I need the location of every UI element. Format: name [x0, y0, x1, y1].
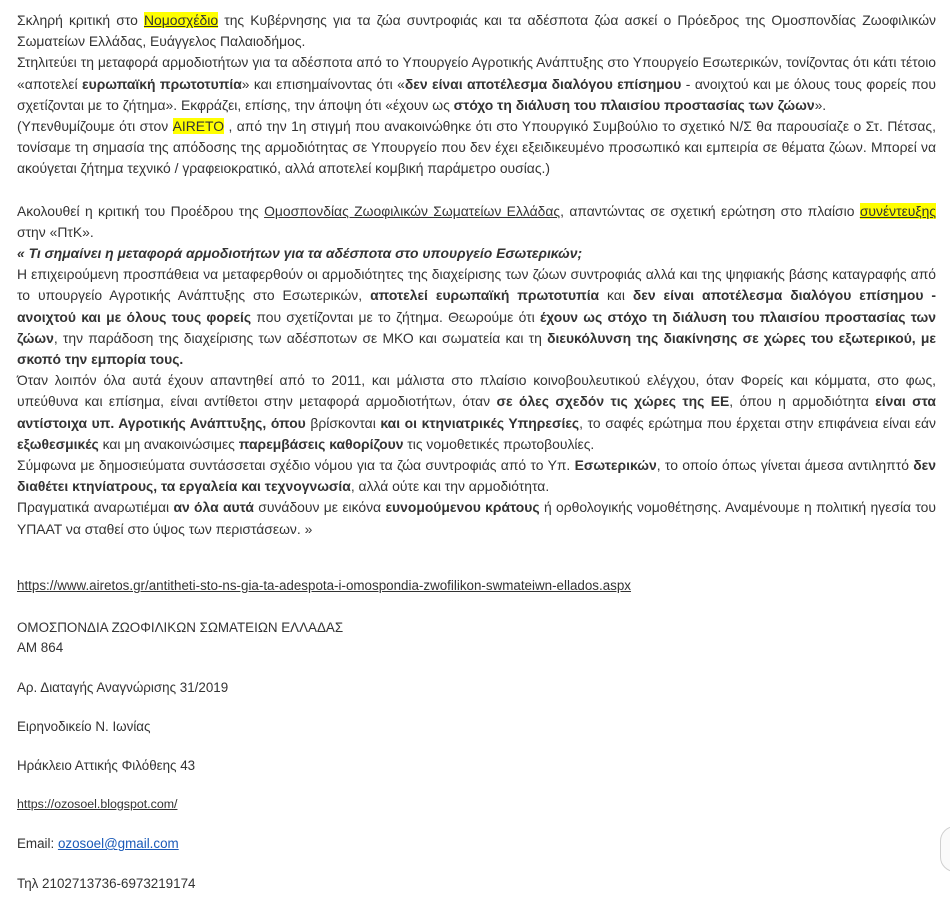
text-run: δεν είναι αποτέλεσμα διαλόγου επίσημου: [404, 75, 682, 92]
paragraph-answer-4: [17, 497, 936, 539]
text-run: ».: [814, 96, 827, 113]
text-run: » και επισημαίνοντας ότι «: [241, 75, 405, 92]
text-run: ευρωπαϊκή πρωτοτυπία: [82, 75, 242, 92]
text-run: δεν διαθέτει κτηνίατρους, τα εργαλεία και τεχνογνωσία: [17, 457, 936, 495]
signature-phone: Τηλ 2102713736-6973219174: [17, 876, 196, 891]
paragraph-reminder: [17, 116, 936, 180]
text-run: Στηλιτεύει τη μεταφορά αρμοδιοτήτων για τα αδέσποτα από το Υπουργείο Αγροτικής Ανάπτυξης στο Υπουργείο Εσωτερικών, τονίζοντας ότι κάτι τέτοιο «αποτελεί: [17, 54, 936, 92]
text-run: Η επιχειρούμενη προσπάθεια να μεταφερθούν οι αρμοδιότητες της διαχείρισης των ζώων συντροφιάς αλλά και της ψηφιακής βάσης καταγραφής από το υπουργείο Αγροτικής Ανάπτυξης στο Εσωτερικών,: [17, 266, 936, 304]
text-run: που σχετίζονται με το ζήτημα. Θεωρούμε ότι: [251, 308, 540, 325]
text-run: δεν είναι αποτέλεσμα διαλόγου επίσημου - ανοιχτού και με όλους τους φορείς: [17, 287, 936, 325]
text-run: και μη ανακοινώσιμες: [98, 435, 239, 452]
source-article-link[interactable]: https://www.airetos.gr/antitheti-sto-ns-gia-ta-adespota-i-omospondia-zwofilikon-swmateiwn-ellados.aspx: [17, 578, 632, 593]
email-label: Email:: [17, 836, 58, 851]
text-run: είναι στα αντίστοιχα υπ. Αγροτικής Ανάπτυξης, όπου: [17, 393, 936, 431]
text-run: παρεμβάσεις καθορίζουν: [238, 435, 404, 452]
text-run: , απαντώντας σε σχετική ερώτηση στο πλαίσιο: [560, 202, 860, 219]
text-run: AIRETO: [172, 118, 225, 135]
text-run: , όπου η αρμοδιότητα: [729, 393, 876, 410]
paragraph-answer-1: [17, 264, 936, 370]
text-run: έχουν ως στόχο τη διάλυση του πλαισίου προστασίας των ζώων: [17, 308, 937, 346]
text-run: « Τι σημαίνει η μεταφορά αρμοδιοτήτων για τα αδέσποτα στο υπουργείο Εσωτερικών;: [17, 245, 583, 262]
text-run: Όταν λοιπόν όλα αυτά έχουν απαντηθεί από το 2011, και μάλιστα στο πλαίσιο κοινοβουλευτικού ελέγχου, όταν Φορείς και κόμματα, στο φως, υπεύθυνα και επίσημα, είναι αντίθετοι στην μεταφορά αρμοδιοτήτων, όταν: [17, 372, 936, 410]
article-body: [17, 10, 936, 540]
text-run: στόχο τη διάλυση του πλαισίου προστασίας των ζώων: [453, 96, 815, 113]
text-run: - ανοιχτού και με όλους τους φορείς που σχετίζονται με το ζήτημα». Εκφράζει, επίσης, την άποψη ότι «έχουν ως: [17, 75, 937, 113]
text-run: , το οποίο όπως γίνεται άμεσα αντιληπτό: [656, 457, 914, 474]
interview-question: [17, 243, 936, 264]
signature-address: Ηράκλειο Αττικής Φιλόθεης 43: [17, 758, 196, 773]
paragraph-intro: [17, 10, 936, 52]
text-run: , την παράδοση της διαχείρισης των αδέσποτων σε ΜΚΟ και σωματεία και τη: [53, 329, 548, 346]
text-run: , το σαφές ερώτημα που έρχεται στην επιφάνεια είναι εάν: [579, 414, 936, 431]
paragraph-answer-3: [17, 455, 936, 497]
text-run: ή ορθολογικής νομοθέτησης. Αναμένουμε η πολιτική ηγεσία του ΥΠΑΑΤ να σταθεί στο ύψος των περιστάσεων. »: [17, 499, 937, 537]
signature-recognition: Αρ. Διαταγής Αναγνώρισης 31/2019: [17, 680, 229, 695]
text-run: βρίσκονται: [305, 414, 381, 431]
paragraph-interview-intro: [17, 201, 936, 243]
scroll-side-button[interactable]: [940, 826, 950, 872]
paragraph-criticism: [17, 52, 936, 116]
text-run: , αλλά ούτε και την αρμοδιότητα.: [350, 478, 550, 495]
signature-org-name: ΟΜΟΣΠΟΝΔΙΑ ΖΩΟΦΙΛΙΚΩΝ ΣΩΜΑΤΕΙΩΝ ΕΛΛΑΔΑΣ: [17, 620, 344, 635]
text-run: και: [599, 287, 633, 304]
text-run: συνάδουν με εικόνα: [253, 499, 386, 516]
text-run: της Κυβέρνησης για τα ζώα συντροφιάς και τα αδέσποτα ζώα ασκεί ο Πρόεδρος της Ομοσπονδίας Ζωοφιλικών Σωματείων Ελλάδας, Ευάγγελος Παλαιοδήμος.: [17, 12, 936, 50]
signature-court: Ειρηνοδικείο Ν. Ιωνίας: [17, 719, 151, 734]
email-link[interactable]: ozosoel@gmail.com: [57, 836, 179, 851]
text-run: και οι κτηνιατρικές Υπηρεσίες: [380, 414, 580, 431]
text-run: Εσωτερικών: [574, 457, 657, 474]
text-run: Ομοσπονδίας Ζωοφιλικών Σωματείων Ελλάδας: [264, 202, 561, 219]
blog-link[interactable]: https://ozosoel.blogspot.com/: [17, 797, 178, 811]
text-run: Σκληρή κριτική στο: [17, 12, 144, 28]
text-run: τις νομοθετικές πρωτοβουλίες.: [403, 435, 595, 452]
text-run: εξωθεσμικές: [17, 435, 99, 452]
text-run: αν όλα αυτά: [173, 499, 254, 516]
text-run: Ακολουθεί η κριτική του Προέδρου της: [17, 202, 265, 219]
text-run: (Υπενθυμίζουμε ότι στον: [17, 118, 173, 135]
text-run: αποτελεί ευρωπαϊκή πρωτοτυπία: [370, 287, 600, 304]
text-run: ευνομούμενου κράτους: [385, 499, 540, 516]
signature-email: [17, 836, 179, 851]
text-run: διευκόλυνση της διακίνησης σε χώρες του εξωτερικού, με σκοπό την εμπορία τους.: [17, 329, 936, 368]
paragraph-answer-2: [17, 370, 936, 455]
text-run: Πραγματικά αναρωτιέμαι: [17, 499, 174, 516]
text-run: στην «ΠτΚ».: [17, 223, 94, 240]
signature-am-number: ΑΜ 864: [17, 640, 64, 655]
text-run: Σύμφωνα με δημοσιεύματα συντάσσεται σχέδιο νόμου για τα ζώα συντροφιάς από το Υπ.: [17, 457, 575, 474]
text-run: Νομοσχέδιο: [143, 12, 219, 28]
text-run: συνέντευξης: [859, 202, 936, 219]
text-run: σε όλες σχεδόν τις χώρες της ΕΕ: [496, 393, 730, 410]
text-run: , από την 1η στιγμή που ανακοινώθηκε ότι στο Υπουργικό Συμβούλιο το σχετικό Ν/Σ θα παρουσίαζε ο Στ. Πέτσας, τονίσαμε τη σημασία της απόδοσης της αρμοδιότητας σε Υπουργείο που δεν έχει εξειδικευμένο προσωπικό και εμπειρία σε θέματα ζώων. Μπορεί να ακούγεται ζήτημα τεχνικό / γραφειοκρατικό, αλλά αποτελεί κομβική παράμετρο ουσίας.): [17, 118, 936, 177]
